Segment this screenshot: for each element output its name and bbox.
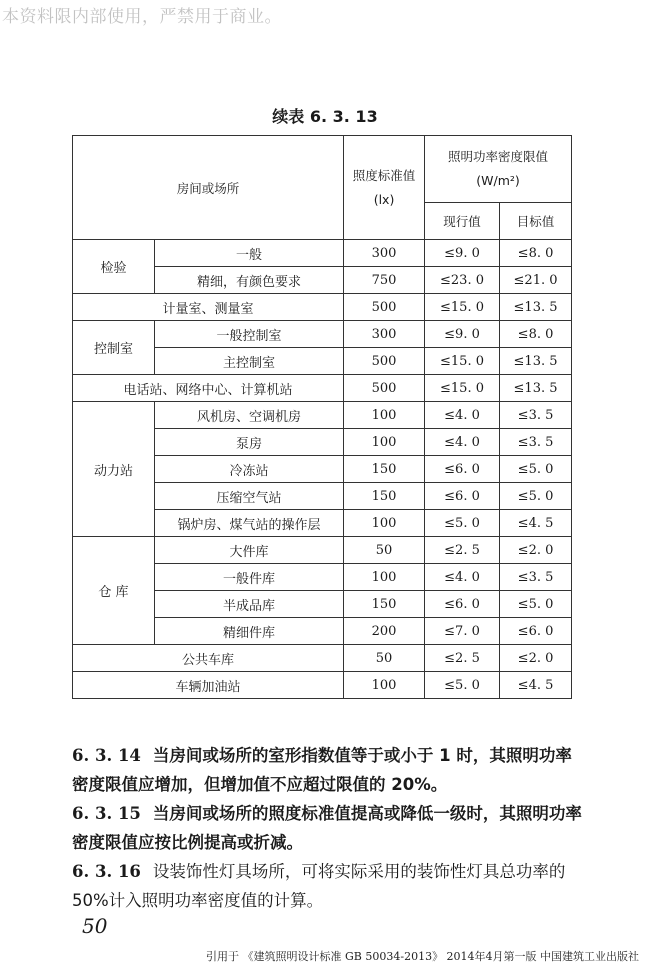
clause-6-3-15 [72,799,582,857]
clause-number: 6. 3. 16 [72,862,141,881]
current-value-cell: ≤23. 0 [425,267,500,294]
room-subtype-cell: 主控制室 [155,348,344,375]
clause-6-3-16 [72,857,582,915]
current-value-cell: ≤4. 0 [425,402,500,429]
watermark-text: 本资料限内部使用，严禁用于商业。 [2,7,282,27]
illuminance-cell: 150 [344,456,425,483]
illuminance-cell: 300 [344,240,425,267]
clause-text: 设装饰性灯具场所，可将实际采用的装饰性灯具总功率的 50%计入照明功率密度值的计算。 [72,862,566,910]
clause-number: 6. 3. 15 [72,804,141,823]
header-target: 目标值 [500,203,572,240]
citation-footer: 引用于 《建筑照明设计标准 GB 50034-2013》 2014年4月第一版 中国建筑工业出版社 [206,950,640,963]
lighting-power-density-table [72,135,572,699]
target-value-cell: ≤13. 5 [500,375,572,402]
target-value-cell: ≤21. 0 [500,267,572,294]
illuminance-cell: 300 [344,321,425,348]
current-value-cell: ≤9. 0 [425,321,500,348]
illuminance-cell: 500 [344,294,425,321]
room-subtype-cell: 冷冻站 [155,456,344,483]
room-group-cell: 仓 库 [73,537,155,645]
table-caption: 续表 6. 3. 13 [272,107,378,126]
current-value-cell: ≤4. 0 [425,429,500,456]
header-lpd-label: 照明功率密度限值 [448,149,549,164]
target-value-cell: ≤5. 0 [500,456,572,483]
header-current: 现行值 [425,203,500,240]
current-value-cell: ≤4. 0 [425,564,500,591]
table-row [73,537,572,564]
current-value-cell: ≤7. 0 [425,618,500,645]
current-value-cell: ≤5. 0 [425,672,500,699]
room-name-cell: 电话站、网络中心、计算机站 [73,375,344,402]
table-row [73,402,572,429]
header-illuminance-unit: (lx) [373,191,395,207]
room-name-cell: 车辆加油站 [73,672,344,699]
current-value-cell: ≤6. 0 [425,483,500,510]
table-row [73,321,572,348]
illuminance-cell: 500 [344,375,425,402]
target-value-cell: ≤2. 0 [500,537,572,564]
illuminance-cell: 100 [344,510,425,537]
table-row [73,645,572,672]
room-subtype-cell: 大件库 [155,537,344,564]
table-row [73,672,572,699]
page-number: 50 [82,914,108,938]
current-value-cell: ≤15. 0 [425,375,500,402]
room-subtype-cell: 精细件库 [155,618,344,645]
target-value-cell: ≤3. 5 [500,429,572,456]
illuminance-cell: 50 [344,645,425,672]
table-row [73,294,572,321]
illuminance-cell: 750 [344,267,425,294]
illuminance-cell: 150 [344,591,425,618]
room-group-cell: 动力站 [73,402,155,537]
illuminance-cell: 100 [344,564,425,591]
current-value-cell: ≤9. 0 [425,240,500,267]
clause-number: 6. 3. 14 [72,746,141,765]
table-row [73,240,572,267]
current-value-cell: ≤2. 5 [425,645,500,672]
current-value-cell: ≤15. 0 [425,294,500,321]
target-value-cell: ≤13. 5 [500,348,572,375]
room-subtype-cell: 精细，有颜色要求 [155,267,344,294]
room-subtype-cell: 半成品库 [155,591,344,618]
room-group-cell: 控制室 [73,321,155,375]
illuminance-cell: 150 [344,483,425,510]
room-name-cell: 计量室、测量室 [73,294,344,321]
table-row [73,375,572,402]
header-illuminance [344,136,425,240]
illuminance-cell: 100 [344,402,425,429]
table-body [73,240,572,699]
illuminance-cell: 100 [344,429,425,456]
header-room: 房间或场所 [73,136,344,240]
target-value-cell: ≤8. 0 [500,240,572,267]
clause-6-3-14 [72,741,582,799]
room-subtype-cell: 泵房 [155,429,344,456]
illuminance-cell: 100 [344,672,425,699]
header-lpd [425,136,572,203]
room-subtype-cell: 锅炉房、煤气站的操作层 [155,510,344,537]
room-subtype-cell: 一般控制室 [155,321,344,348]
current-value-cell: ≤15. 0 [425,348,500,375]
room-name-cell: 公共车库 [73,645,344,672]
target-value-cell: ≤3. 5 [500,402,572,429]
room-subtype-cell: 压缩空气站 [155,483,344,510]
target-value-cell: ≤13. 5 [500,294,572,321]
current-value-cell: ≤6. 0 [425,456,500,483]
current-value-cell: ≤2. 5 [425,537,500,564]
target-value-cell: ≤4. 5 [500,510,572,537]
current-value-cell: ≤5. 0 [425,510,500,537]
clause-text: 当房间或场所的室形指数值等于或小于 1 时，其照明功率密度限值应增加，但增加值不应超过限值的 20%。 [72,746,572,794]
target-value-cell: ≤5. 0 [500,591,572,618]
header-illuminance-label: 照度标准值 [352,167,416,183]
illuminance-cell: 200 [344,618,425,645]
room-subtype-cell: 风机房、空调机房 [155,402,344,429]
room-subtype-cell: 一般 [155,240,344,267]
room-group-cell: 检验 [73,240,155,294]
target-value-cell: ≤4. 5 [500,672,572,699]
target-value-cell: ≤2. 0 [500,645,572,672]
clauses [72,741,582,915]
illuminance-cell: 50 [344,537,425,564]
clause-text: 当房间或场所的照度标准值提高或降低一级时，其照明功率密度限值应按比例提高或折减。 [72,804,582,852]
current-value-cell: ≤6. 0 [425,591,500,618]
target-value-cell: ≤3. 5 [500,564,572,591]
room-subtype-cell: 一般件库 [155,564,344,591]
target-value-cell: ≤6. 0 [500,618,572,645]
header-lpd-unit: (W/m²) [476,173,520,188]
target-value-cell: ≤5. 0 [500,483,572,510]
target-value-cell: ≤8. 0 [500,321,572,348]
illuminance-cell: 500 [344,348,425,375]
